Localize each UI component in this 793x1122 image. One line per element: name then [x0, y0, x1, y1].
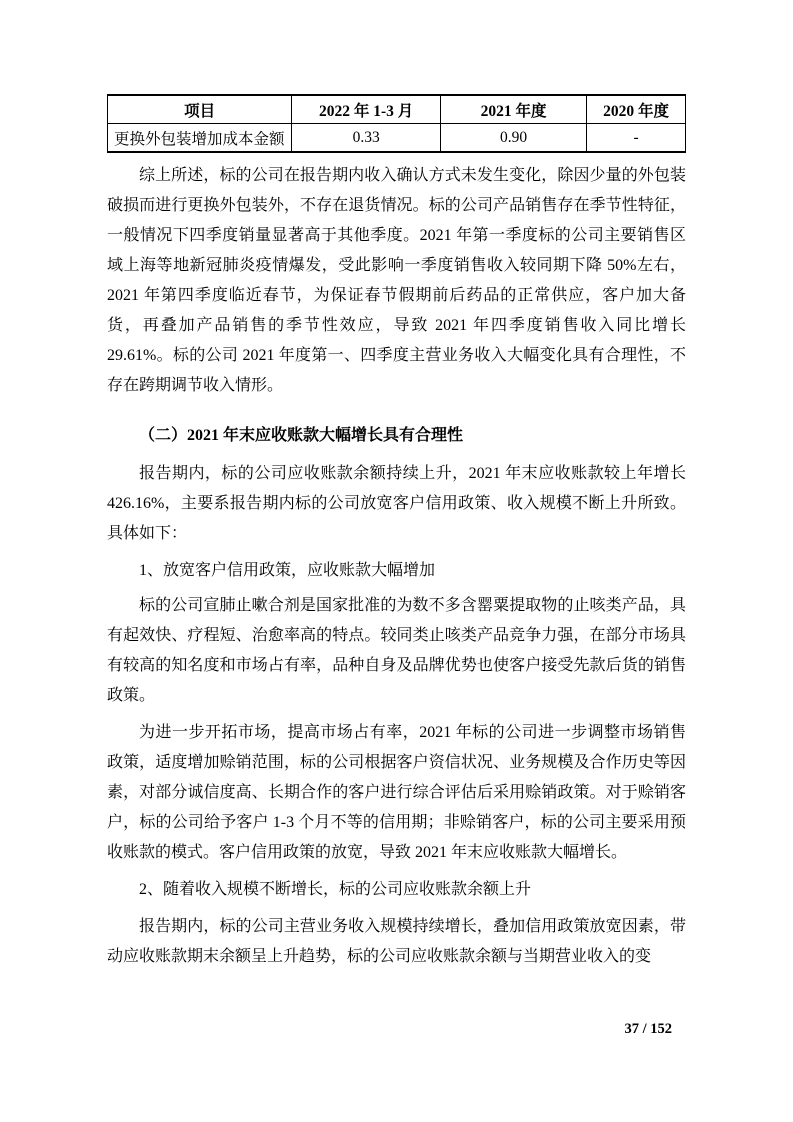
cost-increase-table	[107, 94, 686, 153]
table-cell-2021-value: 0.90	[440, 124, 586, 153]
subheading-1: 1、放宽客户信用政策，应收账款大幅增加	[139, 562, 436, 579]
paragraph-credit-policy-2: 为进一步开拓市场，提高市场占有率，2021 年标的公司进一步调整市场销售政策，适度增加赊销范围，标的公司根据客户资信状况、业务规模及合作历史等因素，对部分诚信度高、长期合作的客户进行综合评估后采用赊销政策。对于赊销客户，标的公司给予客户 1-3 个月不等的信用期；非赊销客户，标的公司主要采用预收账款的模式。客户信用政策的放宽，导致 2021 年末应收账款大幅增长。	[107, 724, 686, 861]
table-header-2020: 2020 年度	[587, 95, 686, 124]
table-header-2021: 2021 年度	[440, 95, 586, 124]
table-header-row	[108, 95, 686, 124]
table-header-2022-q1: 2022 年 1-3 月	[292, 95, 441, 124]
table-header-item: 项目	[108, 95, 292, 124]
paragraph-credit-policy-1: 标的公司宣肺止嗽合剂是国家批准的为数不多含罂粟提取物的止咳类产品，具有起效快、疗程短、治愈率高的特点。较同类止咳类产品竞争力强，在部分市场具有较高的知名度和市场占有率，品种自身及品牌优势也使客户接受先款后货的销售政策。	[107, 597, 686, 704]
table-cell-2022-q1-value: 0.33	[292, 124, 441, 153]
paragraph-revenue-growth: 报告期内，标的公司主营业务收入规模持续增长，叠加信用政策放宽因素，带动应收账款期末余额呈上升趋势，标的公司应收账款余额与当期营业收入的变	[107, 918, 686, 965]
table-row	[108, 124, 686, 153]
paragraph-receivables-intro: 报告期内，标的公司应收账款余额持续上升，2021 年末应收账款较上年增长 426.16%，主要系报告期内标的公司放宽客户信用政策、收入规模不断上升所致。具体如下：	[107, 465, 686, 542]
table-cell-item-name: 更换外包装增加成本金额	[108, 124, 292, 153]
page-number: 37 / 152	[624, 1021, 672, 1037]
document-body	[107, 94, 686, 972]
subheading-2: 2、随着收入规模不断增长，标的公司应收账款余额上升	[139, 881, 532, 898]
paragraph-summary: 综上所述，标的公司在报告期内收入确认方式未发生变化，除因少量的外包装破损而进行更换外包装外，不存在退货情况。标的公司产品销售存在季节性特征，一般情况下四季度销量显著高于其他季度。2021 年第一季度标的公司主要销售区域上海等地新冠肺炎疫情爆发，受此影响一季度销售收入较同期下降 50%左右，2021 年第四季度临近春节，为保证春节假期前后药品的正常供应，客户加大备货，再叠加产品销售的季节性效应，导致 2021 年四季度销售收入同比增长 29.61%。标的公司 2021 年度第一、四季度主营业务收入大幅变化具有合理性，不存在跨期调节收入情形。	[107, 167, 686, 394]
section-heading-2: （二）2021 年末应收账款大幅增长具有合理性	[139, 427, 464, 444]
table-cell-2020-value: -	[587, 124, 686, 153]
